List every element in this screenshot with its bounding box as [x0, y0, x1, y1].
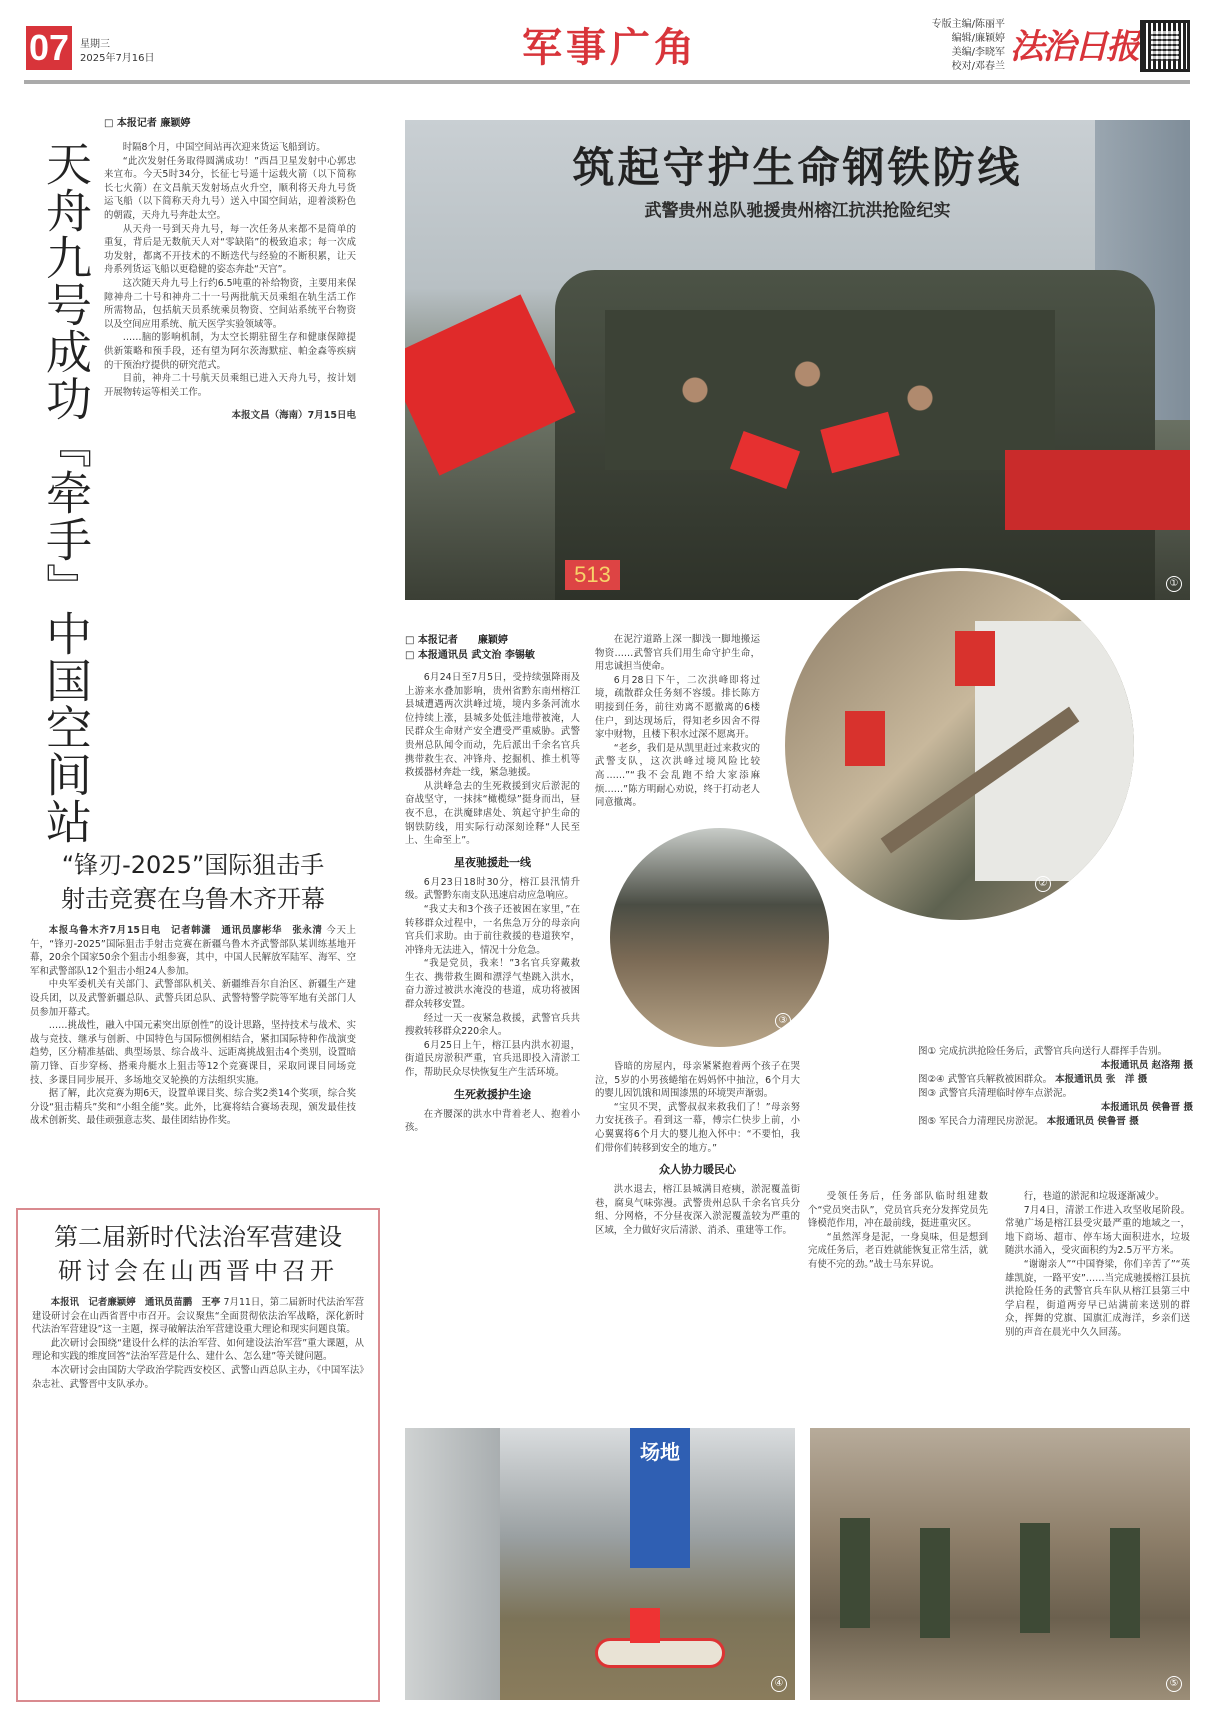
- byline: □ 本报记者 廉颖婷: [104, 118, 191, 129]
- photo-5: [810, 1428, 1190, 1700]
- article2-title: 射击竞赛在乌鲁木齐开幕: [61, 885, 325, 913]
- paragraph: 此次研讨会围绕“建设什么样的法治军营、如何建设法治军营”重大课题，从理论和实践的维度回答“法治军营是什么、建什么、怎么建”等关键问题。: [32, 1337, 364, 1363]
- caption-label: 图②④: [918, 1074, 945, 1085]
- editor-credits: [905, 18, 1005, 74]
- caption-label: 图⑤: [918, 1116, 937, 1127]
- caption-text: 武警官兵清理临时停车点淤泥。: [939, 1088, 1073, 1099]
- feature-body: [405, 876, 580, 1080]
- wall-image: [975, 621, 1135, 881]
- paragraph: 在泥泞道路上深一脚浅一脚地搬运物资……武警官兵们用生命守护生命，用忠诚担当使命。: [595, 634, 760, 673]
- byline: □ 本报记者 廉颖婷: [405, 635, 508, 646]
- paragraph: “虽然浑身是泥，一身臭味，但是想到完成任务后，老百姓就能恢复正常生活，就有使不完的劲。”战士马东昇说。: [808, 1231, 988, 1270]
- soldier-image: [920, 1528, 950, 1638]
- article1-body: [104, 141, 356, 399]
- feature-col-2b: [595, 1060, 800, 1238]
- feature-body: [595, 633, 760, 810]
- red-flag-image: [405, 294, 575, 475]
- paragraph: 6月24日至7月5日，受持续强降雨及上游来水叠加影响，贵州省黔东南州榕江县城遭遇两次洪峰过境，境内多条河流水位持续上涨，县城多处低洼地带被淹，人民群众生命财产安全遭受严重威胁。武警贵州总队闻令而动，先后派出千余名官兵携带救生衣、冲锋舟、挖掘机、推土机等救援器材奔赴一线，紧急驰援。: [405, 672, 580, 779]
- paragraph: 从天舟一号到天舟九号，每一次任务从来都不是简单的重复，背后是无数航天人对“零缺陷”的极致追求；每一次成功发射，都离不开技术的不断迭代与经验的不断积累，让天舟系列货运飞船以更稳健的姿态奔赴“天宫”。: [104, 223, 356, 276]
- article3-title: 研讨会在山西晋中召开: [58, 1257, 338, 1285]
- paragraph: 中央军委机关有关部门、武警部队机关、新疆维吾尔自治区、新疆生产建设兵团，以及武警新疆总队、武警兵团总队、武警特警学院等军地有关部门人员参加开幕式。: [30, 979, 356, 1018]
- photo-number: ②: [1035, 876, 1051, 892]
- photo-2: [782, 568, 1137, 923]
- feature-subheadline: 武警贵州总队驰援贵州榕江抗洪抢险纪实: [644, 201, 951, 221]
- lead: 本报乌鲁木齐7月15日电 记者韩潇 通讯员廖彬华 张永清: [48, 925, 323, 936]
- banner-image: [1005, 450, 1190, 530]
- subheading: 星夜驰援赴一线: [454, 855, 531, 869]
- photo-captions: [918, 1045, 1193, 1129]
- caption-text: 完成抗洪抢险任务后，武警官兵向送行人群挥手告别。: [939, 1046, 1168, 1057]
- caption-label: 图③: [918, 1088, 937, 1099]
- caption: [918, 1115, 1193, 1129]
- soldier-image: [840, 1518, 870, 1628]
- paragraph: 目前，神舟二十号航天员乘组已进入天舟九号，按计划开展物转运等相关工作。: [104, 373, 356, 398]
- feature-col-2: [595, 633, 760, 810]
- page-number: 07: [26, 26, 72, 70]
- sign-board: 场地: [630, 1428, 690, 1568]
- editor: 专版主编/陈丽平: [931, 19, 1005, 30]
- newspaper-logo: 法治日报: [1010, 27, 1138, 67]
- paragraph: “我是党员，我来！”3名官兵穿戴救生衣、携带救生圈和漂浮气垫跳入洪水，奋力游过被洪水淹没的巷道，成功将被困群众转移安置。: [405, 958, 580, 1011]
- paragraph: 今天上午，“锋刃-2025”国际狙击手射击竞赛在新疆乌鲁木齐武警部队某训练基地开幕，20余个国家50余个狙击小组参赛，其中，中国人民解放军陆军、海军、空军和武警部队12个狙击小组24人参加。: [30, 925, 356, 977]
- feature-body: [595, 1060, 800, 1155]
- caption-credit: 本报通讯员 张 洋 摄: [1055, 1074, 1148, 1085]
- article2: [30, 848, 356, 1128]
- feature-body: [405, 1108, 580, 1135]
- photo-1: [405, 120, 1190, 600]
- paragraph: 时隔8个月，中国空间站再次迎来货运飞船到访。: [122, 142, 326, 153]
- feature-headline: 筑起守护生命钢铁防线: [572, 143, 1023, 192]
- subheading: 生死救援护生途: [454, 1087, 531, 1101]
- feature-col-4: [1005, 1190, 1190, 1340]
- paragraph: “老乡，我们是从凯里赶过来救灾的武警支队，这次洪峰过境风险比较高……”“我不会乱跑不给大家添麻烦……”陈方明耐心劝说，终于打动老人同意撤离。: [595, 742, 760, 809]
- photo-4: [405, 1428, 795, 1700]
- paragraph: 7月11日，第二届新时代法治军营建设研讨会在山西省晋中市召开。会议聚焦“全面贯彻依法治军战略，深化新时代法治军营建设”这一主题，探寻破解法治军营建设重大理论和现实问题良策。: [32, 1297, 364, 1336]
- paragraph: 6月23日18时30分，榕江县汛情升级。武警黔东南支队迅速启动应急响应。: [405, 876, 580, 902]
- paragraph: 行，巷道的淤泥和垃圾逐渐减少。: [1023, 1191, 1165, 1202]
- qr-code-icon: [1140, 20, 1190, 72]
- caption: [918, 1045, 1193, 1059]
- paragraph: 这次随天舟九号上行约6.5吨重的补给物资，主要用来保障神舟二十号和神舟二十一号两批航天员乘组在轨生活工作所需物品，包括航天员系统乘员物资、空间站系统平台物资以及空间应用系统、航天医学实验领域等。: [104, 277, 356, 330]
- byline: □ 本报通讯员 武文治 李锡敏: [405, 650, 535, 661]
- header-divider: [24, 80, 1190, 84]
- feature-body: [1005, 1190, 1190, 1340]
- weekday: 星期三: [80, 39, 110, 50]
- truck-number: 513: [565, 560, 620, 590]
- article3-box: [16, 1208, 380, 1702]
- life-vest-image: [845, 711, 885, 766]
- article2-title: “锋刃-2025”国际狙击手: [61, 851, 325, 879]
- caption-credit: 本报通讯员 侯鲁晋 摄: [1100, 1102, 1193, 1113]
- caption: [918, 1087, 1193, 1101]
- paragraph: ……挑战性，融入中国元素突出原创性”的设计思路，坚持技术与战术、实战与竞技、继承与创新、中国特色与国际惯例相结合，紧扣国际特种作战演变趋势，区分精准基础、典型场景、综合战斗、远距离挑战狙击4个类别，设置暗箭刀锋、百步穿杨、搭乘舟艇水上狙击等12个竞赛课目，采取同课目同场竞技、多课目同步展开、多场地交叉轮换的方法组织实施。: [30, 1020, 356, 1086]
- caption-credit: 本报通讯员 赵洛翔 摄: [1100, 1060, 1193, 1071]
- paragraph: 洪水退去，榕江县城满目疮痍，淤泥覆盖街巷，腐臭气味弥漫。武警贵州总队千余名官兵分组、分网格，不分昼夜深入淤泥覆盖较为严重的区域，全力做好灾后清淤、消杀、重建等工作。: [595, 1184, 800, 1236]
- life-vest-image: [955, 631, 995, 686]
- article1: [104, 116, 356, 421]
- article1-title: 天舟九号成功『牵手』中国空间站: [39, 140, 93, 845]
- paragraph: 6月25日上午，榕江县内洪水初退，街道民房淤积严重，官兵迅即投入清淤工作，帮助民众尽快恢复生产生活环境。: [405, 1039, 580, 1079]
- date: 2025年7月16日: [80, 53, 155, 64]
- editor: 编辑/廉颖婷: [951, 33, 1005, 44]
- paragraph: “此次发射任务取得圆满成功！”西昌卫星发射中心郭忠来宣布。今天5时34分，长征七号遥十运载火箭（以下简称长七火箭）在文昌航天发射场点火升空，顺利将天舟九号货运飞船（以下简称天舟九号）送入中国空间站，迎着淡粉色的朝霞，天舟九号奔赴太空。: [104, 155, 356, 221]
- photo-number: ④: [771, 1676, 787, 1692]
- issue-date: [80, 38, 155, 66]
- soldier-image: [1110, 1528, 1140, 1638]
- subheading: 众人协力暖民心: [659, 1163, 736, 1177]
- photo-number: ⑤: [1166, 1676, 1182, 1692]
- paragraph: 受领任务后，任务部队临时组建数个“党员突击队”，党员官兵充分发挥党员先锋模范作用，冲在最前线，挺进重灾区。: [808, 1191, 988, 1230]
- paragraph: 6月28日下午，二次洪峰即将过境，疏散群众任务刻不容缓。排长陈方明接到任务，前往劝离不愿撤离的6楼住户，到达现场后，得知老乡因舍不得家中财物，且楼下积水过深不愿离开。: [595, 674, 760, 741]
- paragraph: 本次研讨会由国防大学政治学院西安校区、武警山西总队主办，《中国军法》杂志社、武警晋中支队承办。: [32, 1364, 364, 1390]
- paragraph: “宝贝不哭，武警叔叔来救我们了！”母亲努力安抚孩子。看到这一幕，傅宗仁快步上前，小心翼翼将6个月大的婴儿抱入怀中：“不要怕，我们带你们转移到安全的地方。”: [595, 1101, 800, 1154]
- caption-text: 武警官兵解救被困群众。: [947, 1074, 1053, 1085]
- article2-body: [30, 924, 356, 1128]
- editor: 校对/邓春兰: [951, 61, 1005, 72]
- editor: 美编/李晓军: [951, 47, 1005, 58]
- caption-text: 军民合力清理民房淤泥。: [939, 1116, 1044, 1127]
- caption-credit: 本报通讯员 侯鲁晋 摄: [1046, 1116, 1139, 1127]
- photo-number: ③: [775, 1013, 791, 1029]
- paragraph: 据了解，此次竞赛为期6天，设置单课目奖、综合奖2类14个奖项，综合奖分设“狙击精兵”奖和“小组全能”奖。此外，比赛将结合赛场表现，颁发最佳技战术创新奖、最佳顽强意志奖、最佳团结协作奖。: [30, 1088, 356, 1127]
- paragraph: ……脑的影响机制，为太空长期驻留生存和健康保障提供新策略和预手段，还有望为阿尔茨海默症、帕金森等疾病的干预治疗提供的研究范式。: [104, 332, 356, 371]
- paragraph: “谢谢亲人”“中国脊梁，你们辛苦了”“英雄凯旋，一路平安”……当完成驰援榕江县抗洪抢险任务的武警官兵车队从榕江县第三中学启程，街道两旁早已站满前来送别的群众，挥舞的党旗、国旗汇成海洋，乡亲们送别的声音在晨光中久久回荡。: [1005, 1258, 1190, 1338]
- lead: 本报讯 记者廉颖婷 通讯员苗鹏 王亭: [50, 1297, 221, 1308]
- feature-col-3: [808, 1190, 988, 1272]
- photo-number: ①: [1166, 576, 1182, 592]
- soldier-image: [1020, 1523, 1050, 1633]
- article3-body: [32, 1296, 364, 1391]
- paragraph: 在齐腰深的洪水中背着老人、抱着小孩。: [405, 1108, 580, 1134]
- section-title: 军事广角: [522, 25, 698, 71]
- caption: [918, 1073, 1193, 1087]
- paragraph: “我丈夫和3个孩子还被困在家里，”在转移群众过程中，一名焦急万分的母亲向官兵们求助。由于前往救援的巷道狭窄，冲锋舟无法进入，情况十分危急。: [405, 903, 580, 956]
- caption-label: 图①: [918, 1046, 937, 1057]
- photo-3: [607, 825, 832, 1050]
- life-vest-image: [630, 1608, 660, 1643]
- paragraph: 昏暗的房屋内，母亲紧紧抱着两个孩子在哭泣，5岁的小男孩蜷缩在妈妈怀中抽泣，6个月大的婴儿因饥饿和周围漆黑的环境哭声渐弱。: [595, 1061, 800, 1100]
- dateline: 本报文昌（海南）7月15日电: [231, 410, 356, 422]
- feature-body: [595, 1183, 800, 1237]
- article3-title: 第二届新时代法治军营建设: [54, 1223, 342, 1251]
- raft-image: [595, 1638, 725, 1668]
- feature-body: [808, 1190, 988, 1272]
- feature-col-1: [405, 633, 580, 1135]
- paragraph: 经过一天一夜紧急救援，武警官兵共搜救转移群众220余人。: [405, 1012, 580, 1038]
- building-image: [405, 1428, 500, 1700]
- feature-body: [405, 671, 580, 848]
- paragraph: 从洪峰急去的生死救援到灾后淤泥的奋战坚守，一抹抹“橄榄绿”挺身而出，昼夜不息，在洪魔肆虐处、筑起守护生命的钢铁防线，用实际行动深刻诠释“人民至上、生命至上”。: [405, 780, 580, 847]
- paragraph: 7月4日，清淤工作进入攻坚收尾阶段。常驰广场是榕江县受灾最严重的地域之一，地下商场、超市、停车场大面积进水，垃圾随洪水涌入，受灾面积约为2.5万平方米。: [1005, 1204, 1190, 1257]
